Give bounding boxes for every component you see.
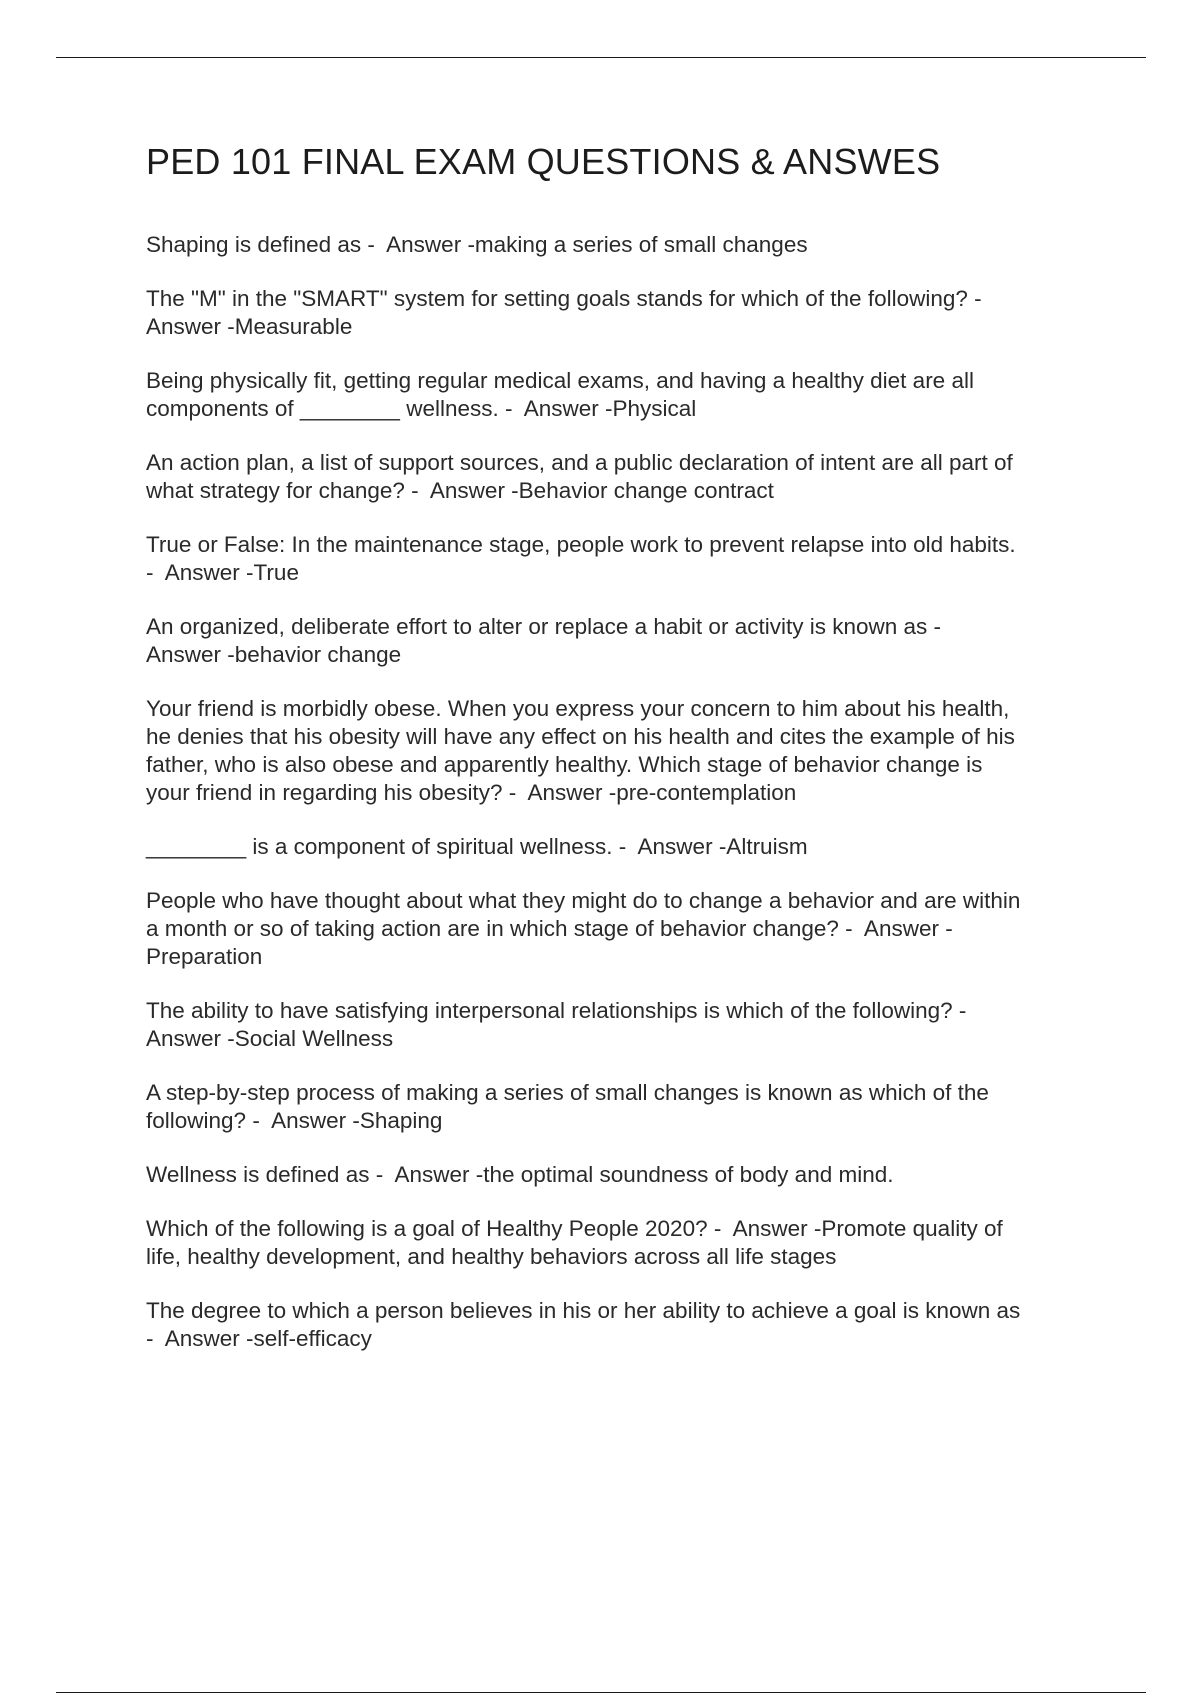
- qa-item: Which of the following is a goal of Healthy People 2020? - Answer -Promote quality of life, healthy development, and healthy behaviors across all life stages: [146, 1216, 1003, 1269]
- qa-item: Wellness is defined as - Answer -the optimal soundness of body and mind.: [146, 1162, 894, 1187]
- top-rule: [56, 57, 1146, 58]
- qa-item: A step-by-step process of making a series of small changes is known as which of the following? - Answer -Shaping: [146, 1080, 989, 1133]
- document-body: [146, 140, 1101, 1379]
- qa-item: The degree to which a person believes in his or her ability to achieve a goal is known as - Answer -self-efficacy: [146, 1298, 1021, 1351]
- qa-item: People who have thought about what they might do to change a behavior and are within a month or so of taking action are in which stage of behavior change? - Answer - Preparation: [146, 888, 1021, 969]
- qa-item: The ability to have satisfying interpersonal relationships is which of the following? - Answer -Social Wellness: [146, 998, 967, 1051]
- qa-item: True or False: In the maintenance stage, people work to prevent relapse into old habits. - Answer -True: [146, 532, 1016, 585]
- qa-item: Shaping is defined as - Answer -making a series of small changes: [146, 232, 808, 257]
- qa-item: Being physically fit, getting regular medical exams, and having a healthy diet are all components of ________ wellness. - Answer -Physical: [146, 368, 974, 421]
- document-title: PED 101 FINAL EXAM QUESTIONS & ANSWES: [146, 141, 941, 182]
- qa-item: ________ is a component of spiritual wellness. - Answer -Altruism: [146, 834, 808, 859]
- qa-item: An organized, deliberate effort to alter or replace a habit or activity is known as - Answer -behavior change: [146, 614, 942, 667]
- qa-item: Your friend is morbidly obese. When you express your concern to him about his health, he denies that his obesity will have any effect on his health and cites the example of his father, who is also obese and apparently healthy. Which stage of behavior change is your friend in regarding his obesity? - Answer -pre-contemplation: [146, 696, 1015, 805]
- qa-item: The "M" in the "SMART" system for setting goals stands for which of the following? - Answer -Measurable: [146, 286, 982, 339]
- qa-list: [146, 231, 1101, 1353]
- qa-item: An action plan, a list of support sources, and a public declaration of intent are all part of what strategy for change? - Answer -Behavior change contract: [146, 450, 1013, 503]
- bottom-rule: [56, 1692, 1146, 1693]
